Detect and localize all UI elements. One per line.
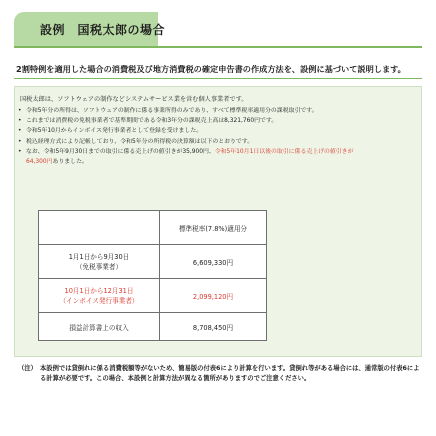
sales-table bbox=[38, 210, 267, 341]
row-label-line: 1月1日から9月30日 bbox=[68, 252, 130, 261]
table-row bbox=[39, 313, 267, 341]
condition-item bbox=[18, 126, 422, 136]
row-label-line: 10月1日から12月31日 bbox=[64, 286, 134, 295]
condition-text: なお、令和5年9月30日までの取引に係る売上げの値引きが35,900円、 bbox=[26, 148, 215, 155]
condition-text: ありました。 bbox=[52, 159, 88, 166]
description-rule bbox=[14, 78, 422, 79]
table-corner-cell bbox=[39, 211, 160, 245]
table-header-row bbox=[39, 211, 267, 245]
section-title: 設例 国税太郎の場合 bbox=[40, 23, 166, 37]
condition-text: 令和5年10月からインボイス発行事業者として登録を受けました。 bbox=[26, 128, 203, 135]
condition-text: 令和5年分の所得は、ソフトウェアの制作に係る事業所得のみであり、すべて標準税率適用分の課税取引です。 bbox=[26, 108, 318, 114]
condition-highlight-text: 令和5年10月1日以後の取引に係る売上げの値引きが bbox=[214, 148, 354, 155]
row-label-line: （インボイス発行事業者） bbox=[59, 296, 139, 305]
condition-item bbox=[18, 116, 422, 126]
row-label bbox=[39, 245, 160, 279]
table-row-highlight bbox=[39, 279, 267, 313]
condition-text: 税込経理方式により記帳しており、令和5年分の所得税の決算額は以下のとおりです。 bbox=[26, 138, 254, 145]
row-value: 8,708,450円 bbox=[160, 313, 267, 341]
row-value: 6,609,330円 bbox=[160, 245, 267, 279]
footnote-marker: （注） bbox=[18, 365, 37, 372]
table-header-cell: 標準税率(7.8%)適用分 bbox=[160, 211, 267, 245]
example-intro: 国税太郎は、ソフトウェアの制作などシステムサービス業を営む個人事業者です。 bbox=[20, 96, 248, 103]
condition-highlight-amount: 64,300円 bbox=[26, 159, 53, 166]
description-heading: 2割特例を適用した場合の消費税及び地方消費税の確定申告書の作成方法を、設例に基づいて説明します。 bbox=[16, 64, 406, 74]
condition-item bbox=[18, 137, 422, 147]
row-label-line: （免税事業者） bbox=[75, 262, 123, 271]
row-label bbox=[39, 279, 160, 313]
condition-text: これまでは消費税の免税事業者で基準期間である令和3年分の課税売上高は8,321,760円です。 bbox=[26, 118, 278, 125]
row-value: 2,099,120円 bbox=[160, 279, 267, 313]
row-label: 損益計算書上の収入 bbox=[39, 313, 160, 341]
title-rule bbox=[14, 46, 422, 48]
condition-item bbox=[18, 106, 422, 116]
table-row bbox=[39, 245, 267, 279]
condition-item bbox=[18, 147, 422, 167]
example-conditions bbox=[18, 106, 422, 167]
footnote-text: 本設例では貸倒れに係る消費税額等がないため、簡易版の付表6により計算を行います。貸倒れ等がある場合には、通常版の付表6による計算が必要です。この場合、本設例と計算方法が異なる箇所がありますのでご注意ください。 bbox=[40, 365, 420, 382]
